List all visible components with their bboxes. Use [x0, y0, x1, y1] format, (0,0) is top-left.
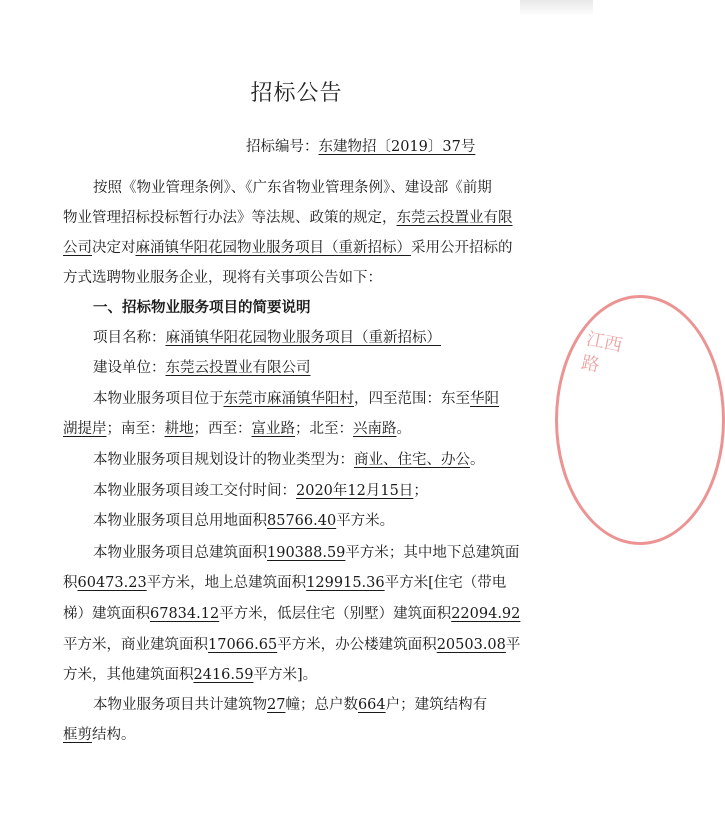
buildings-line-1	[93, 695, 487, 715]
building-area-text-d: 积	[63, 575, 78, 591]
east-boundary-1: 华阳	[470, 391, 499, 407]
land-area-label: 本物业服务项目总用地面积	[93, 513, 267, 529]
land-area-row	[93, 511, 394, 531]
location-line-1	[93, 389, 499, 409]
tender-number	[246, 137, 475, 157]
building-area-text-o: 平方米，办公楼建筑面积	[277, 637, 437, 653]
south-label: ；南至：	[106, 421, 165, 437]
intro-line-4	[63, 268, 382, 288]
property-types-value: 商业、住宅、办公	[354, 452, 470, 468]
east-boundary-2: 湖提岸	[63, 421, 107, 437]
underground-area: 60473.23	[77, 575, 147, 591]
builder-row	[93, 358, 311, 378]
intro-project-name: 麻涌镇华阳花园物业服务项目（重新招标）	[135, 240, 411, 256]
land-area-value: 85766.40	[267, 513, 337, 529]
project-name-label: 项目名称：	[93, 330, 166, 346]
property-types-row	[93, 450, 485, 470]
location-text-c: ，四至范围：东至	[354, 391, 470, 407]
building-area-text-h: 平方米[住宅（带电	[384, 575, 507, 591]
intro-line-3	[63, 238, 513, 258]
north-label: ；北至：	[295, 421, 353, 437]
tender-number-value: 东建物招〔2019〕37号	[318, 139, 476, 155]
building-area-line-1	[93, 543, 519, 563]
villa-area: 22094.92	[451, 606, 521, 622]
structure-end: 结构。	[92, 727, 136, 743]
land-area-unit: 平方米。	[336, 513, 395, 529]
page-title: 招标公告	[250, 81, 343, 106]
households-label: 幢；总户数	[285, 697, 358, 713]
building-area-text-q: 平	[505, 637, 521, 653]
tender-number-label: 招标编号：	[246, 139, 319, 155]
office-area: 20503.08	[436, 637, 506, 653]
intro-company-2: 公司	[63, 240, 92, 256]
intro-text-4: 方式选聘物业服务企业，现将有关事项公告如下：	[63, 270, 382, 286]
location-text-a: 本物业服务项目位于	[93, 391, 224, 407]
north-boundary: 兴南路	[353, 421, 397, 437]
building-area-line-4	[63, 635, 520, 655]
property-types-end: 。	[470, 452, 485, 468]
completion-row	[93, 481, 428, 501]
building-area-line-5	[63, 665, 317, 685]
intro-company-1: 东莞云投置业有限	[396, 210, 513, 226]
intro-line-1	[93, 178, 538, 198]
completion-label: 本物业服务项目竣工交付时间：	[93, 483, 296, 499]
intro-text-2a: 物业管理招标投标暂行办法》等法规、政策的规定，	[63, 210, 397, 226]
other-area: 2416.59	[193, 667, 254, 683]
intro-line-2	[63, 208, 513, 228]
building-area-text-t: 平方米]。	[253, 667, 318, 683]
aboveground-area: 129915.36	[306, 575, 385, 591]
south-boundary: 耕地	[164, 421, 194, 437]
building-count: 27	[267, 697, 286, 713]
location-end: 。	[396, 421, 411, 437]
building-area-text-r: 方米，其他建筑面积	[63, 667, 194, 683]
building-area-text-m: 平方米，商业建筑面积	[63, 637, 208, 653]
structure-type: 框剪	[63, 727, 92, 743]
location-value: 东莞市麻涌镇华阳村	[223, 391, 354, 407]
completion-date: 2020年12月15日	[296, 483, 414, 499]
household-count: 664	[357, 697, 386, 713]
structure-label: 户；建筑结构有	[385, 697, 488, 713]
building-area-text-k: 平方米，低层住宅（别墅）建筑面积	[219, 606, 452, 622]
location-line-2	[63, 419, 411, 439]
intro-text-1: 按照《物业管理条例》、《广东省物业管理条例》、建设部《前期	[93, 180, 492, 196]
building-area-label: 本物业服务项目总建筑面积	[93, 545, 267, 561]
buildings-line-2	[63, 725, 136, 745]
residential-area: 67834.12	[150, 606, 220, 622]
builder-label: 建设单位：	[93, 360, 166, 376]
total-building-area: 190388.59	[267, 545, 346, 561]
red-seal-text: 江西路	[579, 328, 625, 377]
building-area-line-2	[63, 573, 506, 593]
building-area-text-f: 平方米，地上总建筑面积	[146, 575, 307, 591]
building-area-line-3	[63, 604, 520, 624]
completion-end: ；	[413, 483, 428, 499]
building-area-text-c: 平方米；其中地下总建筑面	[345, 545, 520, 561]
property-types-label: 本物业服务项目规划设计的物业类型为：	[93, 452, 354, 468]
project-name-row	[93, 328, 441, 348]
building-area-text-i: 梯）建筑面积	[63, 606, 150, 622]
builder-value: 东莞云投置业有限公司	[165, 360, 311, 376]
west-label: ；西至：	[193, 421, 252, 437]
intro-text-3d: 采用公开招标的	[411, 240, 513, 256]
commercial-area: 17066.65	[208, 637, 278, 653]
west-boundary: 富业路	[251, 421, 295, 437]
section-heading-1: 一、招标物业服务项目的简要说明	[93, 299, 311, 316]
scan-edge	[520, 0, 593, 16]
project-name-value: 麻涌镇华阳花园物业服务项目（重新招标）	[165, 330, 441, 346]
buildings-label: 本物业服务项目共计建筑物	[93, 697, 267, 713]
intro-text-3b: 决定对	[92, 240, 136, 256]
